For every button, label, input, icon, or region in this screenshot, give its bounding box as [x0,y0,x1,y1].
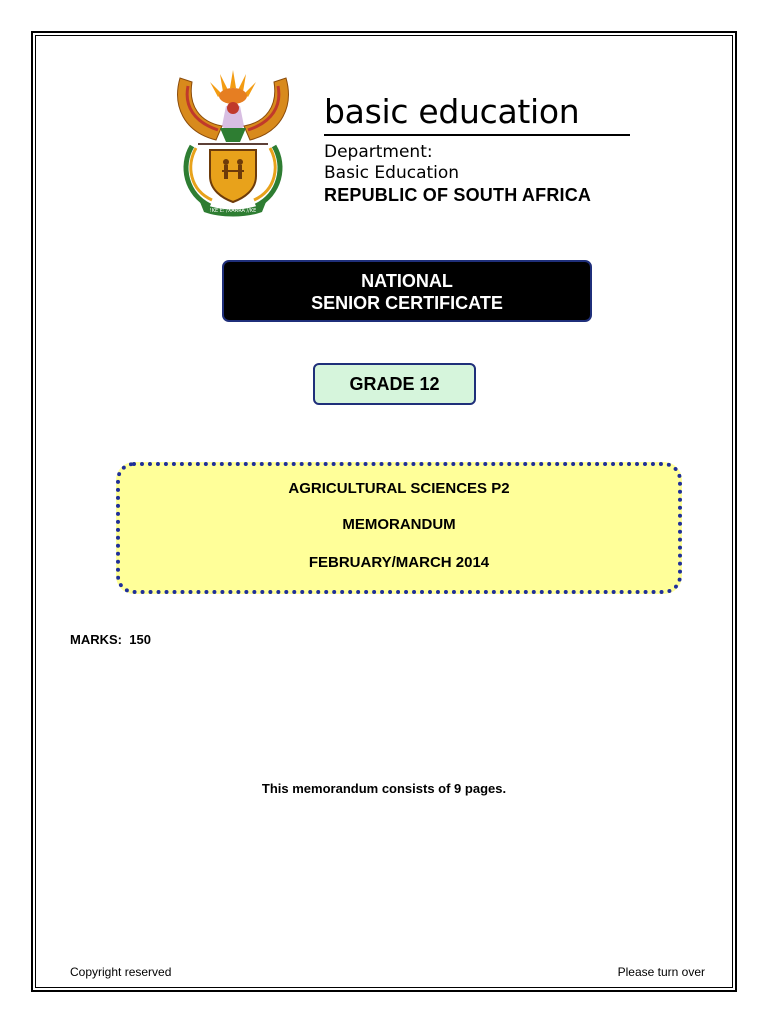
footer-copyright: Copyright reserved [70,965,172,979]
exam-session: FEBRUARY/MARCH 2014 [308,554,490,571]
certificate-line-2: SENIOR CERTIFICATE [311,293,503,313]
department-label: Department: [324,142,433,162]
coat-of-arms-logo [170,66,296,218]
exam-details-box [116,462,682,594]
department-name: Basic Education [324,163,460,183]
country-name: REPUBLIC OF SOUTH AFRICA [324,185,592,205]
certificate-banner [222,260,592,322]
grade-badge: GRADE 12 [313,363,476,405]
total-marks [70,632,151,647]
marks-value: 150 [129,632,151,647]
certificate-line-1: NATIONAL [361,271,453,291]
exam-subject: AGRICULTURAL SCIENCES P2 [288,480,510,497]
department-block [324,92,634,206]
page-count-note: This memorandum consists of 9 pages. [261,781,507,796]
exam-type: MEMORANDUM [342,516,456,533]
marks-label: MARKS: [70,632,122,647]
footer-turn-over: Please turn over [617,965,705,979]
motto-text: !KE E: /XARRA //KE [209,208,257,214]
department-brand: basic education [324,92,630,136]
